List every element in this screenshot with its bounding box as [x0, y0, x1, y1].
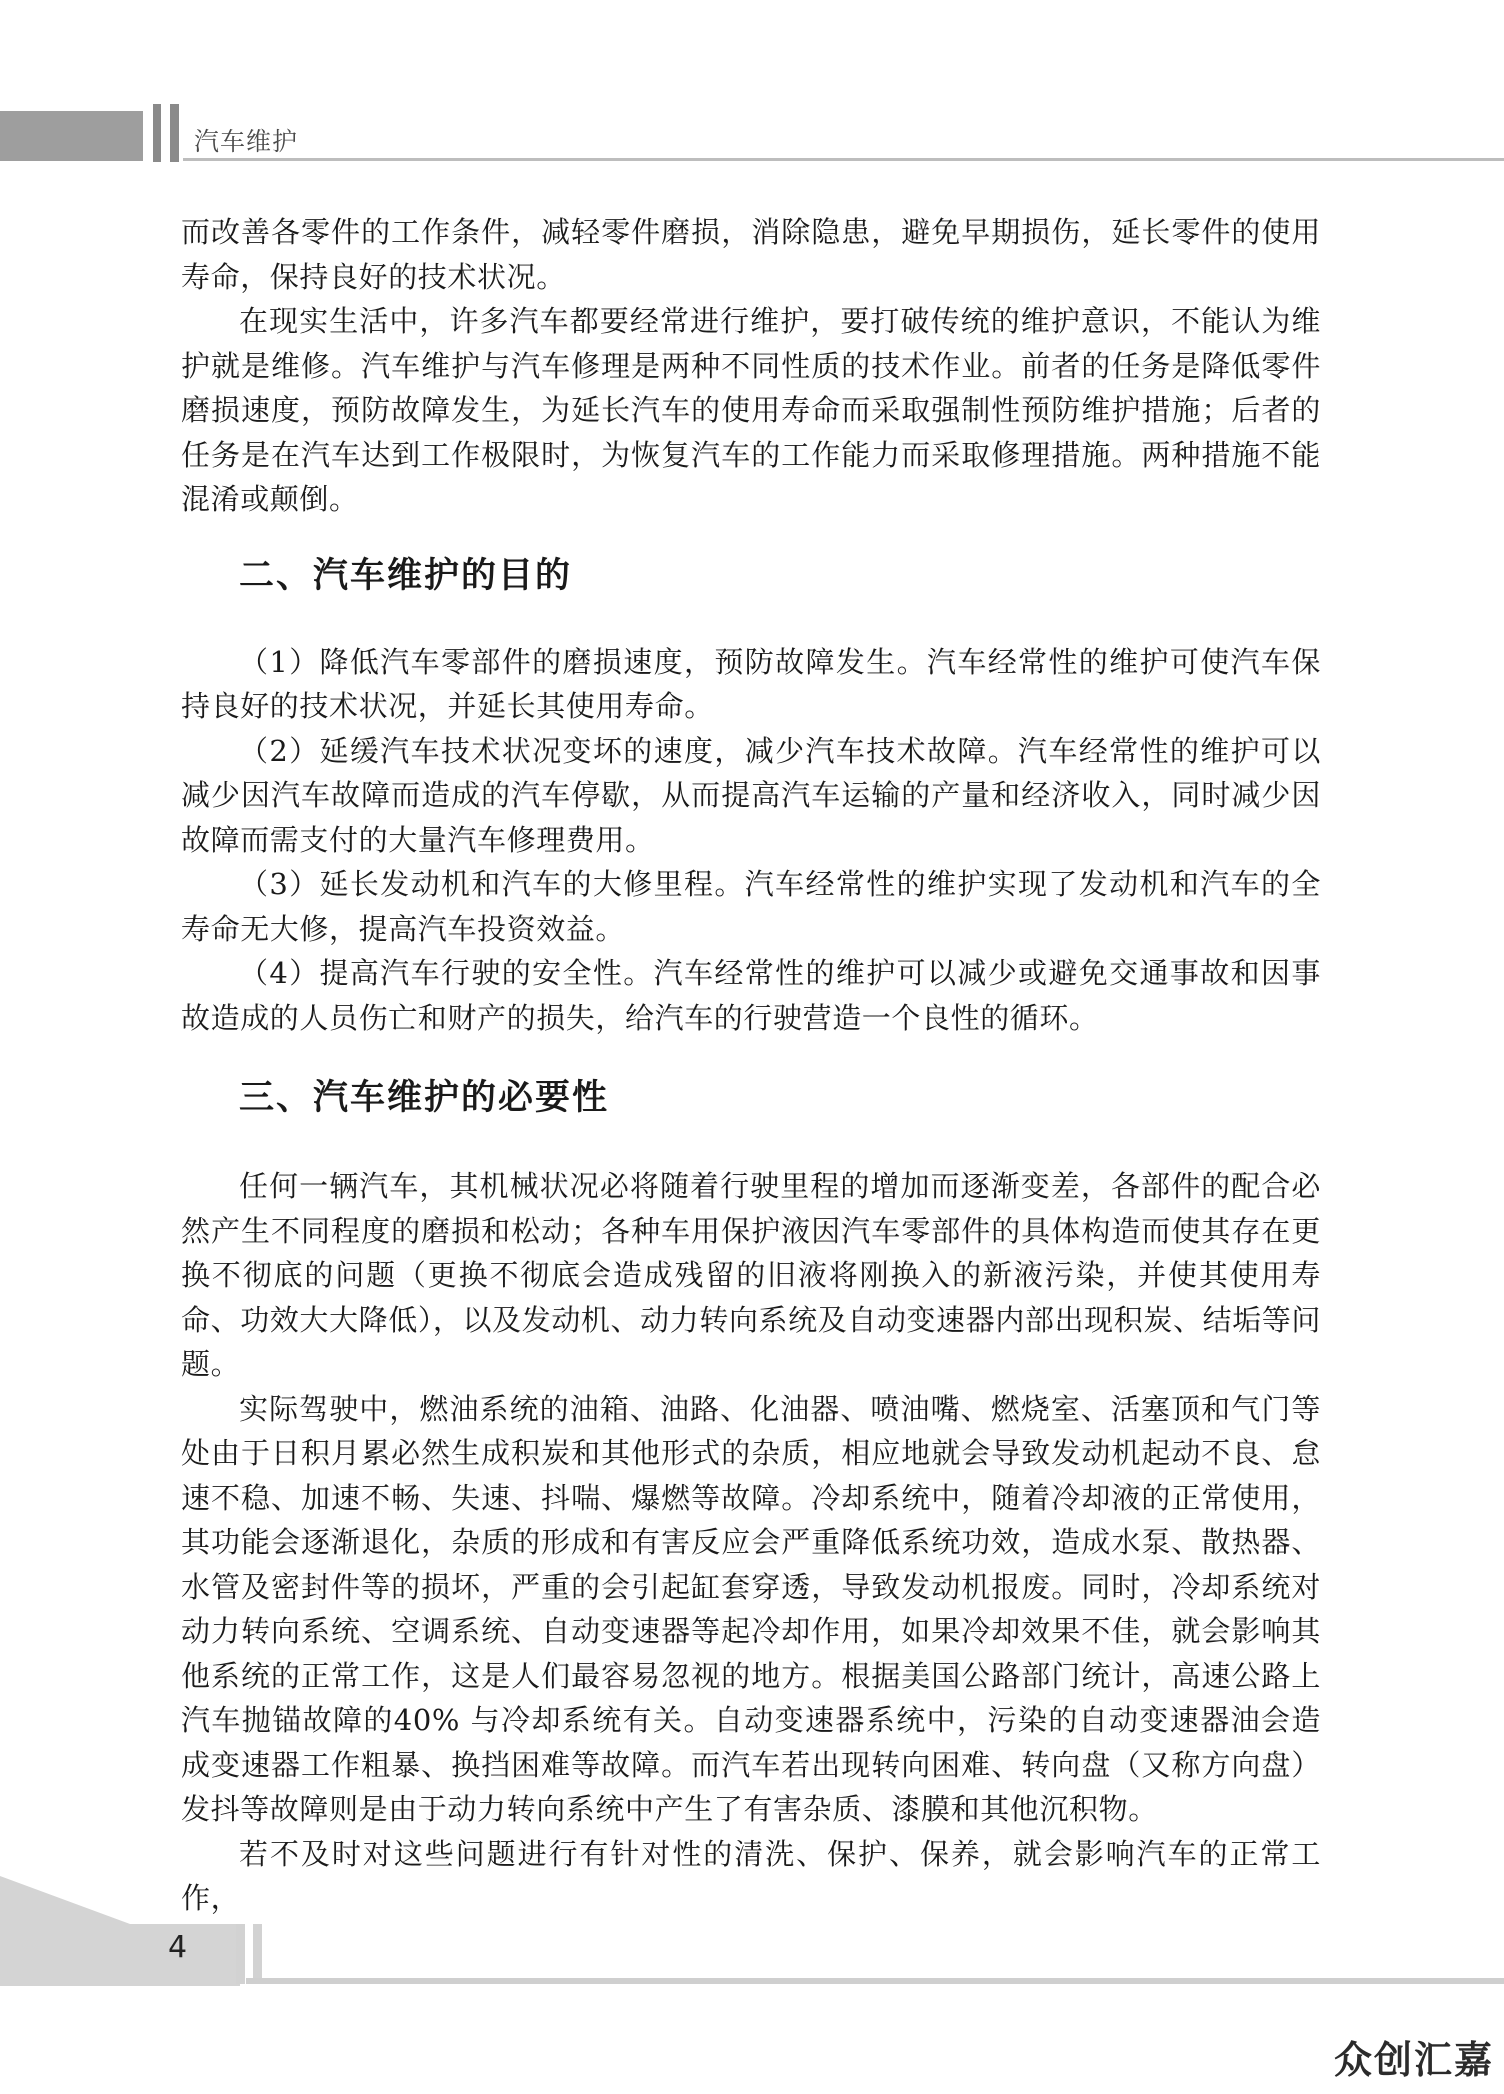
necessity-paragraph-3: 若不及时对这些问题进行有针对性的清洗、保护、保养，就会影响汽车的正常工作，	[181, 1836, 1321, 1915]
purpose-item-1: （1）降低汽车零部件的磨损速度，预防故障发生。汽车经常性的维护可使汽车保持良好的技术状况，并延长其使用寿命。	[181, 644, 1321, 723]
page-body	[181, 210, 1321, 1921]
running-title: 汽车维护	[194, 127, 299, 156]
necessity-paragraph-2: 实际驾驶中，燃油系统的油箱、油路、化油器、喷油嘴、燃烧室、活塞顶和气门等处由于日积月累必然生成积炭和其他形式的杂质，相应地就会导致发动机起动不良、怠速不稳、加速不畅、失速、抖喘、爆燃等故障。冷却系统中，随着冷却液的正常使用，其功能会逐渐退化，杂质的形成和有害反应会严重降低系统功效，造成水泵、散热器、水管及密封件等的损坏，严重的会引起缸套穿透，导致发动机报废。同时，冷却系统对动力转向系统、空调系统、自动变速器等起冷却作用，如果冷却效果不佳，就会影响其他系统的正常工作，这是人们最容易忽视的地方。根据美国公路部门统计，高速公路上汽车抛锚故障的40% 与冷却系统有关。自动变速器系统中，污染的自动变速器油会造成变速器工作粗暴、换挡困难等故障。而汽车若出现转向困难、转向盘（又称方向盘）发抖等故障则是由于动力转向系统中产生了有害杂质、漆膜和其他沉积物。	[181, 1391, 1321, 1826]
header-bar-right	[170, 104, 179, 162]
intro-paragraph: 在现实生活中，许多汽车都要经常进行维护，要打破传统的维护意识，不能认为维护就是维修。汽车维护与汽车修理是两种不同性质的技术作业。前者的任务是降低零件磨损速度，预防故障发生，为延长汽车的使用寿命而采取强制性预防维护措施；后者的任务是在汽车达到工作极限时，为恢复汽车的工作能力而采取修理措施。两种措施不能混淆或颠倒。	[181, 304, 1321, 516]
footer-bar-left	[236, 1924, 245, 1984]
footer-bar-right	[253, 1924, 262, 1984]
page-number: 4	[168, 1930, 188, 1965]
purpose-item-3: （3）延长发动机和汽车的大修里程。汽车经常性的维护实现了发动机和汽车的全寿命无大修，提高汽车投资效益。	[181, 867, 1321, 946]
header-gray-block	[0, 111, 143, 161]
intro-paragraph-continued: 而改善各零件的工作条件，减轻零件磨损，消除隐患，避免早期损伤，延长零件的使用寿命，保持良好的技术状况。	[181, 215, 1321, 294]
footer-rule	[246, 1978, 1504, 1984]
purpose-item-4: （4）提高汽车行驶的安全性。汽车经常性的维护可以减少或避免交通事故和因事故造成的人员伤亡和财产的损失，给汽车的行驶营造一个良性的循环。	[181, 956, 1321, 1035]
watermark-logo: 众创汇嘉	[1333, 2038, 1494, 2082]
footer-gray-wedge	[0, 1876, 240, 1986]
purpose-item-2: （2）延缓汽车技术状况变坏的速度，减少汽车技术故障。汽车经常性的维护可以减少因汽车故障而造成的汽车停歇，从而提高汽车运输的产量和经济收入，同时减少因故障而需支付的大量汽车修理费用。	[181, 733, 1321, 857]
header-rule	[183, 158, 1504, 161]
header-bar-left	[153, 104, 161, 162]
section-heading-necessity: 三、汽车维护的必要性	[239, 1078, 610, 1118]
section-heading-purpose: 二、汽车维护的目的	[239, 555, 573, 596]
necessity-paragraph-1: 任何一辆汽车，其机械状况必将随着行驶里程的增加而逐渐变差，各部件的配合必然产生不同程度的磨损和松动；各种车用保护液因汽车零部件的具体构造而使其存在更换不彻底的问题（更换不彻底会造成残留的旧液将刚换入的新液污染，并使其使用寿命、功效大大降低），以及发动机、动力转向系统及自动变速器内部出现积炭、结垢等问题。	[181, 1169, 1321, 1381]
